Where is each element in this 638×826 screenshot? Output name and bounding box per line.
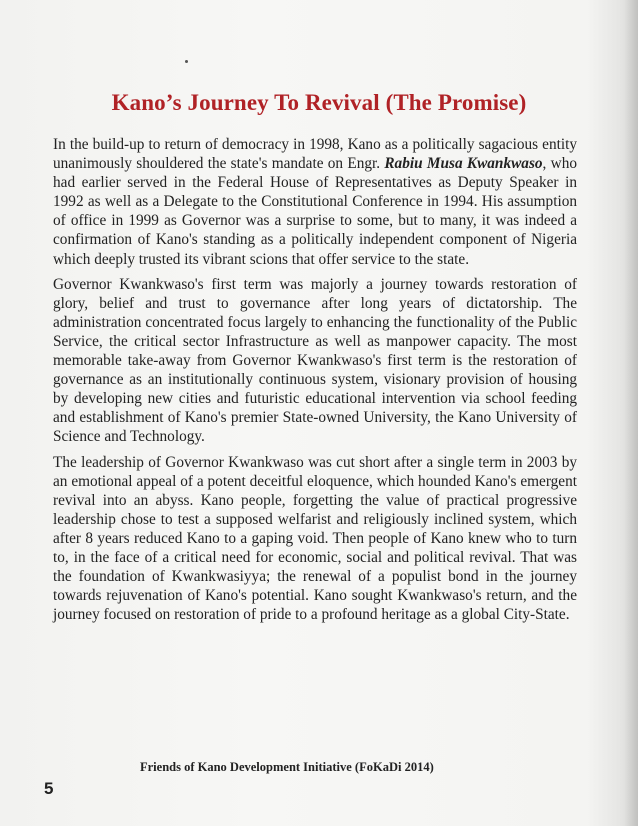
article-body xyxy=(53,135,577,630)
paragraph-1-rest: , who had earlier served in the Federal House of Representatives as Deputy Speaker in 1992 as well as a Delegate to the Constitutional Conference in 1994. His assumption of office in 1999 as Governor was a surprise to some, but to many, it was indeed a confirmation of Kano's standing as a politically independent component of Nigeria which deeply trusted its vibrant scions that offer service to the state. xyxy=(53,155,577,268)
paragraph-2: Governor Kwankwaso's first term was majorly a journey towards restoration of glory, belief and trust to governance after long years of dictatorship. The administration concentrated focus largely to enhancing the functionality of the Public Service, the critical sector Infrastructure as well as manpower capacity. The most memorable take-away from Governor Kwankwaso's first term is the restoration of governance as an institutionally continuous system, visionary provision of housing by developing new cities and futuristic educational intervention via school feeding and establishment of Kano's premier State-owned University, the Kano University of Science and Technology. xyxy=(53,275,577,446)
footer-credit: Friends of Kano Development Initiative (FoKaDi 2014) xyxy=(140,760,434,774)
name-emphasis: Rabiu Musa Kwankwaso xyxy=(384,155,543,173)
paragraph-1 xyxy=(53,135,577,269)
paragraph-3: The leadership of Governor Kwankwaso was cut short after a single term in 2003 by an emotional appeal of a potent deceitful eloquence, which hounded Kano's emergent revival into an abyss. Kano people, forgetting the value of practical progressive leadership chose to test a supposed welfarist and religiously inclined system, which after 8 years reduced Kano to a gaping void. Then people of Kano knew who to turn to, in the face of a critical need for economic, social and political revival. That was the foundation of Kwankwasiyya; the renewal of a populist bond in the journey towards rejuvenation of Kano's potential. Kano sought Kwankwaso's return, and the journey focused on restoration of pride to a profound heritage as a global City-State. xyxy=(53,453,577,624)
page-number: 5 xyxy=(44,779,54,798)
page-edge-shadow xyxy=(624,0,638,826)
paragraph-1-lead: In the build-up to return of democracy in 1998, Kano as a politically sagacious entity unanimously shouldered the state's mandate on Engr. xyxy=(53,136,577,173)
page-title: Kano’s Journey To Revival (The Promise) xyxy=(111,90,527,115)
scan-speck xyxy=(185,60,188,63)
